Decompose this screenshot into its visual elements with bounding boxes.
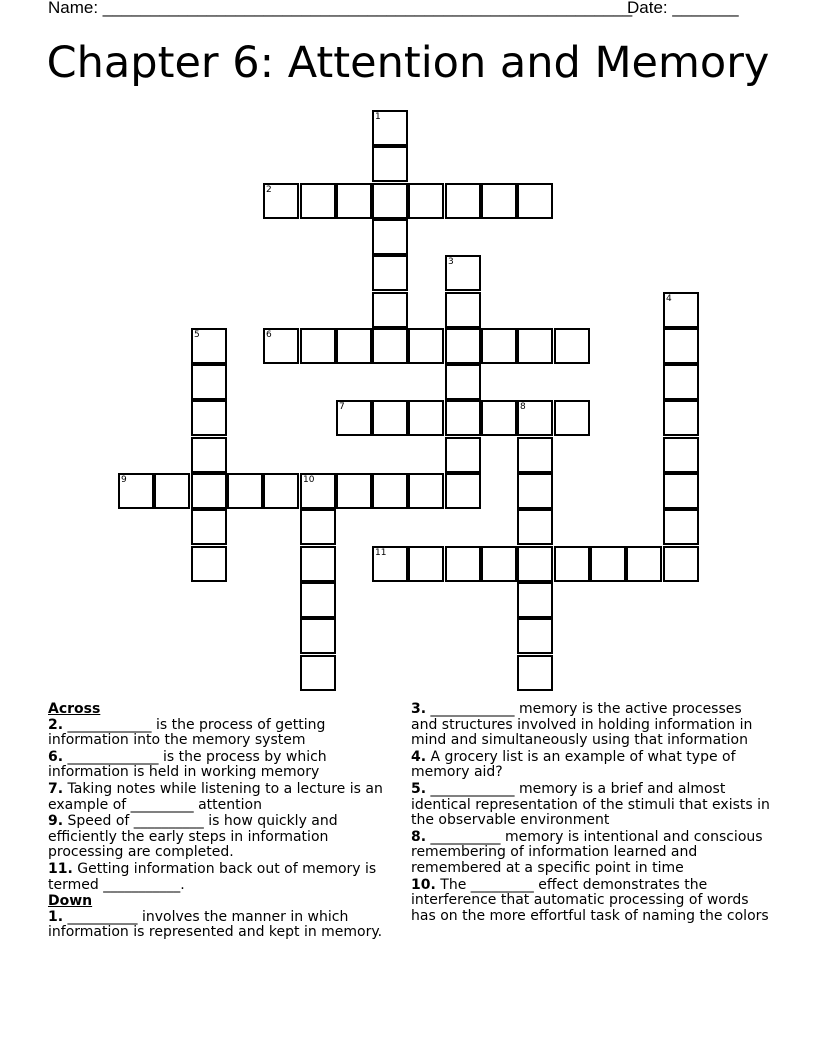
clue-down-1 bbox=[48, 910, 393, 941]
crossword-cell[interactable] bbox=[372, 183, 408, 219]
crossword-cell[interactable] bbox=[517, 473, 553, 509]
crossword-cell[interactable] bbox=[191, 364, 227, 400]
clue-number: 8. bbox=[411, 828, 427, 845]
crossword-cell[interactable] bbox=[517, 183, 553, 219]
page-title: Chapter 6: Attention and Memory bbox=[46, 38, 770, 88]
cell-number: 7 bbox=[339, 402, 345, 412]
clue-number: 11. bbox=[48, 860, 73, 877]
crossword-cell[interactable] bbox=[663, 509, 699, 545]
crossword-cell[interactable] bbox=[263, 473, 299, 509]
cell-number: 2 bbox=[266, 185, 272, 195]
crossword-cell[interactable] bbox=[445, 473, 481, 509]
clue-down-10 bbox=[411, 878, 771, 925]
crossword-cell[interactable] bbox=[481, 183, 517, 219]
crossword-cell[interactable] bbox=[300, 582, 336, 618]
crossword-cell[interactable] bbox=[517, 582, 553, 618]
crossword-cell[interactable] bbox=[554, 546, 590, 582]
clue-number: 4. bbox=[411, 748, 427, 765]
crossword-cell[interactable] bbox=[300, 655, 336, 691]
crossword-cell[interactable] bbox=[663, 400, 699, 436]
crossword-cell[interactable] bbox=[517, 400, 553, 436]
crossword-cell[interactable] bbox=[408, 546, 444, 582]
clue-across-2 bbox=[48, 718, 393, 749]
across-heading: Across bbox=[48, 701, 101, 717]
crossword-cell[interactable] bbox=[300, 183, 336, 219]
cell-number: 1 bbox=[375, 112, 381, 122]
crossword-cell[interactable] bbox=[663, 437, 699, 473]
clue-across-11 bbox=[48, 862, 393, 893]
crossword-cell[interactable] bbox=[372, 473, 408, 509]
clue-number: 3. bbox=[411, 701, 427, 717]
crossword-cell[interactable] bbox=[517, 437, 553, 473]
crossword-cell[interactable] bbox=[336, 183, 372, 219]
crossword-cell[interactable] bbox=[481, 328, 517, 364]
crossword-cell[interactable] bbox=[191, 437, 227, 473]
crossword-cell[interactable] bbox=[445, 328, 481, 364]
crossword-cell[interactable] bbox=[408, 400, 444, 436]
crossword-cell[interactable] bbox=[372, 400, 408, 436]
cell-number: 10 bbox=[303, 475, 315, 485]
crossword-cell[interactable] bbox=[445, 546, 481, 582]
crossword-cell[interactable] bbox=[554, 400, 590, 436]
crossword-cell[interactable] bbox=[336, 473, 372, 509]
crossword-cell[interactable] bbox=[445, 292, 481, 328]
crossword-cell[interactable] bbox=[445, 364, 481, 400]
crossword-cell[interactable] bbox=[517, 655, 553, 691]
crossword-cell[interactable] bbox=[663, 328, 699, 364]
name-field[interactable]: Name: ________________________________________________________ bbox=[48, 0, 633, 17]
crossword-cell[interactable] bbox=[663, 292, 699, 328]
crossword-cell[interactable] bbox=[408, 328, 444, 364]
clue-across-6 bbox=[48, 750, 393, 781]
crossword-cell[interactable] bbox=[626, 546, 662, 582]
crossword-cell[interactable] bbox=[372, 146, 408, 182]
cell-number: 5 bbox=[194, 330, 200, 340]
clue-down-5 bbox=[411, 782, 771, 829]
clues-column-left bbox=[48, 702, 393, 942]
date-field[interactable]: Date: _______ bbox=[627, 0, 739, 17]
clues-column-right bbox=[411, 702, 771, 925]
crossword-cell[interactable] bbox=[191, 328, 227, 364]
crossword-cell[interactable] bbox=[336, 400, 372, 436]
crossword-cell[interactable] bbox=[372, 255, 408, 291]
crossword-cell[interactable] bbox=[300, 473, 336, 509]
crossword-cell[interactable] bbox=[517, 328, 553, 364]
cell-number: 4 bbox=[666, 294, 672, 304]
clue-text: Speed of __________ is how quickly and efficiently the early steps in information processing are completed. bbox=[48, 813, 338, 861]
clue-number: 7. bbox=[48, 780, 64, 797]
crossword-cell[interactable] bbox=[300, 546, 336, 582]
clue-text: ____________ is the process of getting information into the memory system bbox=[48, 716, 326, 749]
clue-number: 5. bbox=[411, 780, 427, 797]
clue-text: ____________ memory is the active processes and structures involved in holding information in mind and simultaneously using that information bbox=[411, 701, 753, 749]
cell-number: 8 bbox=[520, 402, 526, 412]
cell-number: 9 bbox=[121, 475, 127, 485]
crossword-cell[interactable] bbox=[118, 473, 154, 509]
crossword-cell[interactable] bbox=[263, 328, 299, 364]
crossword-cell[interactable] bbox=[300, 328, 336, 364]
crossword-cell[interactable] bbox=[372, 328, 408, 364]
crossword-cell[interactable] bbox=[408, 183, 444, 219]
crossword-cell[interactable] bbox=[517, 546, 553, 582]
clue-number: 2. bbox=[48, 716, 64, 733]
crossword-cell[interactable] bbox=[372, 292, 408, 328]
crossword-cell[interactable] bbox=[191, 546, 227, 582]
clue-text: The _________ effect demonstrates the interference that automatic processing of words has on the more effortful task of naming the colors bbox=[411, 876, 769, 924]
crossword-cell[interactable] bbox=[445, 437, 481, 473]
crossword-cell[interactable] bbox=[191, 473, 227, 509]
crossword-cell[interactable] bbox=[300, 509, 336, 545]
crossword-cell[interactable] bbox=[445, 255, 481, 291]
clue-text: Getting information back out of memory is termed ___________. bbox=[48, 860, 377, 893]
clue-down-8 bbox=[411, 830, 771, 877]
crossword-cell[interactable] bbox=[263, 183, 299, 219]
crossword-cell[interactable] bbox=[191, 509, 227, 545]
clue-text: A grocery list is an example of what type of memory aid? bbox=[411, 748, 736, 781]
clue-number: 6. bbox=[48, 748, 64, 765]
crossword-cell[interactable] bbox=[445, 400, 481, 436]
crossword-cell[interactable] bbox=[517, 509, 553, 545]
clue-text: Taking notes while listening to a lecture is an example of _________ attention bbox=[48, 780, 383, 813]
crossword-cell[interactable] bbox=[191, 400, 227, 436]
cell-number: 3 bbox=[448, 257, 454, 267]
cell-number: 6 bbox=[266, 330, 272, 340]
clue-number: 9. bbox=[48, 813, 64, 830]
clue-across-7 bbox=[48, 782, 393, 813]
crossword-cell[interactable] bbox=[663, 546, 699, 582]
crossword-cell[interactable] bbox=[590, 546, 626, 582]
clue-text: ____________ memory is a brief and almost identical representation of the stimuli that exists in the observable environment bbox=[411, 780, 770, 829]
crossword-cell[interactable] bbox=[300, 618, 336, 654]
crossword-cell[interactable] bbox=[372, 110, 408, 146]
clue-down-3 bbox=[411, 702, 771, 749]
clue-number: 10. bbox=[411, 876, 436, 893]
crossword-cell[interactable] bbox=[408, 473, 444, 509]
crossword-cell[interactable] bbox=[481, 400, 517, 436]
clue-text: __________ memory is intentional and conscious remembering of information learned and remembered at a specific point in time bbox=[411, 828, 763, 876]
clue-across-9 bbox=[48, 814, 393, 861]
crossword-cell[interactable] bbox=[663, 473, 699, 509]
crossword-cell[interactable] bbox=[517, 618, 553, 654]
cell-number: 11 bbox=[375, 548, 387, 558]
crossword-cell[interactable] bbox=[554, 328, 590, 364]
crossword-cell[interactable] bbox=[445, 183, 481, 219]
crossword-cell[interactable] bbox=[481, 546, 517, 582]
crossword-cell[interactable] bbox=[336, 328, 372, 364]
down-heading: Down bbox=[48, 893, 93, 910]
clue-down-4 bbox=[411, 750, 771, 781]
crossword-cell[interactable] bbox=[372, 546, 408, 582]
clue-number: 1. bbox=[48, 908, 64, 925]
clue-text: _____________ is the process by which information is held in working memory bbox=[48, 748, 327, 781]
crossword-cell[interactable] bbox=[663, 364, 699, 400]
clue-text: __________ involves the manner in which information is represented and kept in memory. bbox=[48, 908, 383, 941]
crossword-cell[interactable] bbox=[154, 473, 190, 509]
crossword-cell[interactable] bbox=[372, 219, 408, 255]
crossword-cell[interactable] bbox=[227, 473, 263, 509]
